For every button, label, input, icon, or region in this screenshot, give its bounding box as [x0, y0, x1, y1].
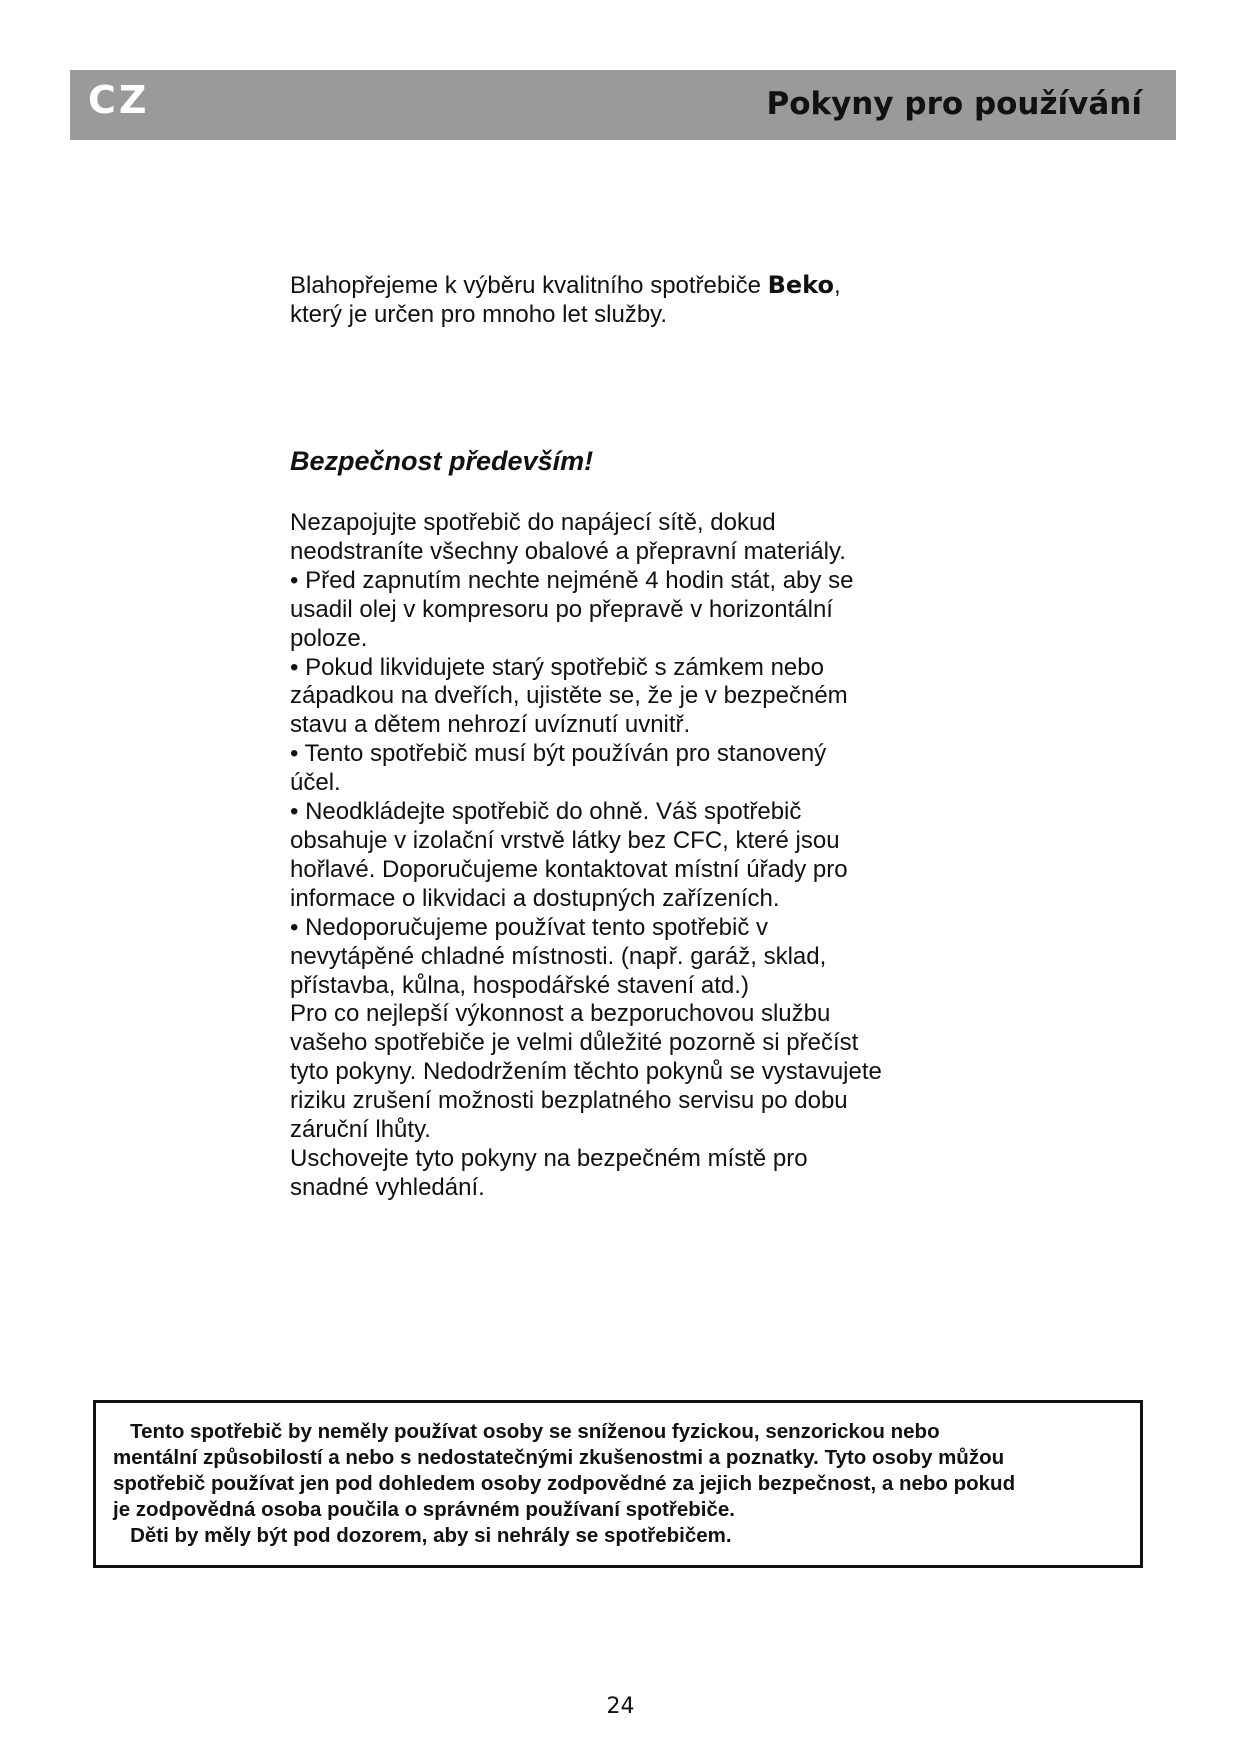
intro-line-2: který je určen pro mnoho let služby.	[290, 301, 668, 328]
safety-line: neodstraníte všechny obalové a přepravní materiály.	[290, 537, 846, 565]
warning-line: je zodpovědná osoba poučila o správném používaní spotřebiče.	[113, 1498, 735, 1521]
safety-line: poloze.	[290, 624, 368, 652]
safety-line: • Pokud likvidujete starý spotřebič s zámkem nebo	[290, 653, 824, 681]
safety-line: záruční lhůty.	[290, 1116, 431, 1144]
safety-line: vašeho spotřebiče je velmi důležité pozorně si přečíst	[290, 1029, 859, 1057]
page-number: 24	[606, 1694, 635, 1719]
safety-line: • Nedoporučujeme používat tento spotřebič v	[290, 913, 769, 941]
warning-box	[93, 1400, 1143, 1568]
safety-line: obsahuje v izolační vrstvě látky bez CFC, které jsou	[290, 826, 840, 854]
warning-line: Tento spotřebič by neměly používat osoby se sníženou fyzickou, senzorickou nebo	[113, 1420, 940, 1443]
intro-text: Blahopřejeme k výběru kvalitního spotřebiče	[290, 272, 768, 299]
warning-line: spotřebič používat jen pod dohledem osoby zodpovědné za jejich bezpečnost, a nebo pokud	[113, 1472, 1016, 1495]
safety-line: hořlavé. Doporučujeme kontaktovat místní úřady pro	[290, 855, 848, 883]
safety-line: informace o likvidaci a dostupných zařízeních.	[290, 884, 780, 912]
safety-line: Nezapojujte spotřebič do napájecí sítě, dokud	[290, 509, 776, 536]
safety-line: účel.	[290, 769, 341, 797]
safety-line: • Neodkládejte spotřebič do ohně. Váš spotřebič	[290, 798, 802, 826]
safety-line: přístavba, kůlna, hospodářské stavení atd.)	[290, 971, 749, 999]
safety-heading: Bezpečnost především!	[290, 446, 594, 476]
warning-line: mentální způsobilostí a nebo s nedostatečnými zkušenostmi a poznatky. Tyto osoby můžou	[113, 1446, 1005, 1469]
safety-line: Uschovejte tyto pokyny na bezpečném místě pro	[290, 1144, 808, 1172]
safety-line: • Tento spotřebič musí být používán pro stanovený	[290, 740, 827, 768]
safety-line: riziku zrušení možnosti bezplatného servisu po dobu	[290, 1087, 848, 1115]
intro-paragraph	[290, 271, 990, 329]
language-code: CZ	[88, 78, 150, 122]
safety-line: Pro co nejlepší výkonnost a bezporuchovou službu	[290, 1000, 831, 1028]
brand-name: Beko	[767, 271, 834, 299]
intro-punctuation: ,	[833, 272, 841, 299]
safety-line: nevytápěné chladné místnosti. (např. garáž, sklad,	[290, 942, 827, 970]
warning-line: Děti by měly být pod dozorem, aby si nehrály se spotřebičem.	[113, 1524, 732, 1547]
safety-line: tyto pokyny. Nedodržením těchto pokynů se vystavujete	[290, 1058, 882, 1086]
safety-line: usadil olej v kompresoru po přepravě v horizontální	[290, 595, 833, 623]
header-bar	[70, 70, 1176, 140]
safety-line: • Před zapnutím nechte nejméně 4 hodin stát, aby se	[290, 566, 854, 594]
safety-line: západkou na dveřích, ujistěte se, že je v bezpečném	[290, 682, 848, 710]
safety-instructions	[290, 509, 1010, 1203]
page-title: Pokyny pro používání	[766, 86, 1142, 122]
safety-line: stavu a dětem nehrozí uvíznutí uvnitř.	[290, 711, 691, 739]
safety-line: snadné vyhledání.	[290, 1173, 485, 1201]
